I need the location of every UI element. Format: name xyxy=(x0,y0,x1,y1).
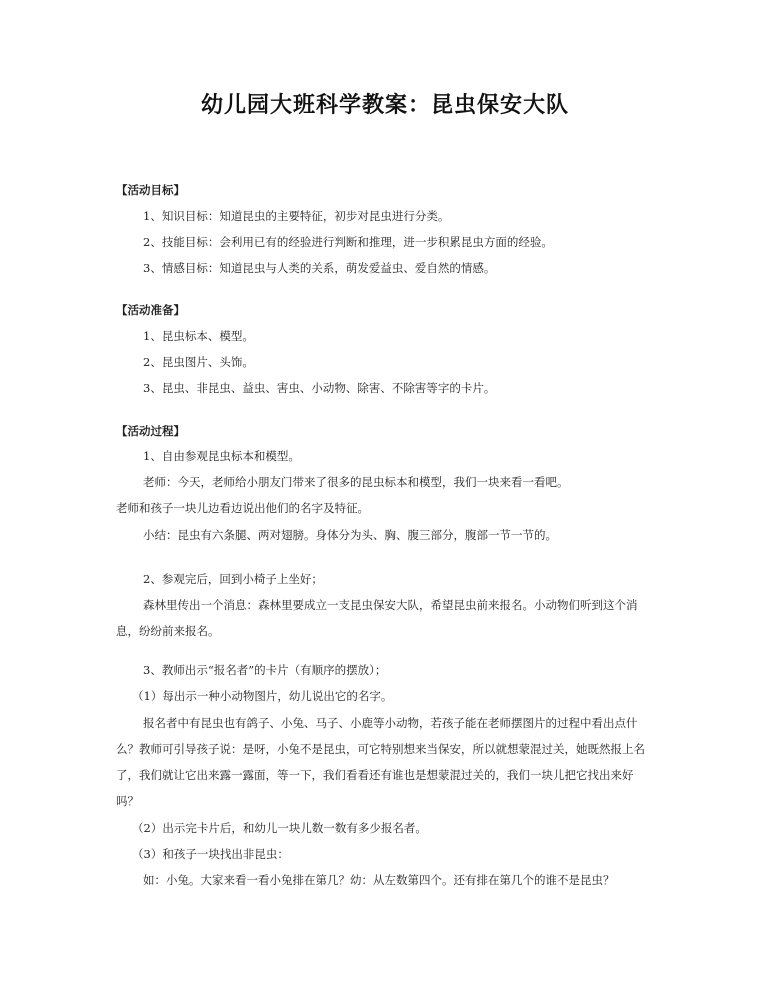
process-line: （2）出示完卡片后，和幼儿一块儿数一数有多少报名者。 xyxy=(132,821,427,835)
goal-item-2: 2、技能目标：会利用已有的经验进行判断和推理，进一步积累昆虫方面的经验。 xyxy=(143,235,553,249)
prep-item-1: 1、昆虫标本、模型。 xyxy=(143,329,254,343)
section-heading-prep: 【活动准备】 xyxy=(116,303,185,317)
section-heading-process: 【活动过程】 xyxy=(116,424,185,438)
prep-item-3: 3、昆虫、非昆虫、益虫、害虫、小动物、除害、不除害等字的卡片。 xyxy=(143,381,496,395)
process-line: 报名者中有昆虫也有鸽子、小兔、马子、小鹿等小动物，若孩子能在老师摆图片的过程中看出点什 xyxy=(143,716,638,730)
prep-item-2: 2、昆虫图片、头饰。 xyxy=(143,355,254,369)
document-title: 幼儿园大班科学教案：昆虫保安大队 xyxy=(200,92,569,118)
process-line: 么？教师可引导孩子说：是呀，小兔不是昆虫，可它特别想来当保安，所以就想蒙混过关，她既然报上名 xyxy=(116,742,645,756)
process-line: 3、教师出示“报名者”的卡片（有顺序的摆放）； xyxy=(143,663,387,677)
process-line: （1）每出示一种小动物图片，幼儿说出它的名字。 xyxy=(132,689,393,703)
section-heading-goals: 【活动目标】 xyxy=(116,183,185,197)
process-line: 1、自由参观昆虫标本和模型。 xyxy=(143,449,300,463)
process-line: 了，我们就让它出来露一露面，等一下，我们看看还有谁也是想蒙混过关的，我们一块儿把它找出来好 xyxy=(116,768,634,782)
process-line: （3）和孩子一块找出非昆虫： xyxy=(132,847,289,861)
process-line: 森林里传出一个消息：森林里要成立一支昆虫保安大队，希望昆虫前来报名。小动物们听到这个消 xyxy=(143,598,638,612)
process-line: 小结：昆虫有六条腿、两对翅膀。身体分为头、胸、腹三部分，腹部一节一节的。 xyxy=(143,528,557,542)
process-line: 2、参观完后，回到小椅子上坐好； xyxy=(143,572,323,586)
goal-item-1: 1、知识目标：知道昆虫的主要特征，初步对昆虫进行分类。 xyxy=(143,209,450,223)
process-line: 老师和孩子一块儿边看边说出他们的名字及特征。 xyxy=(116,501,369,515)
process-line: 吗？ xyxy=(116,794,139,808)
process-line: 老师：今天，老师给小朋友门带来了很多的昆虫标本和模型，我们一块来看一看吧。 xyxy=(143,475,569,489)
process-line: 如：小兔。大家来看一看小兔排在第几？幼：从左数第四个。还有排在第几个的谁不是昆虫？ xyxy=(143,873,615,887)
process-line: 息，纷纷前来报名。 xyxy=(116,624,220,638)
goal-item-3: 3、情感目标：知道昆虫与人类的关系，萌发爱益虫、爱自然的情感。 xyxy=(143,261,496,275)
